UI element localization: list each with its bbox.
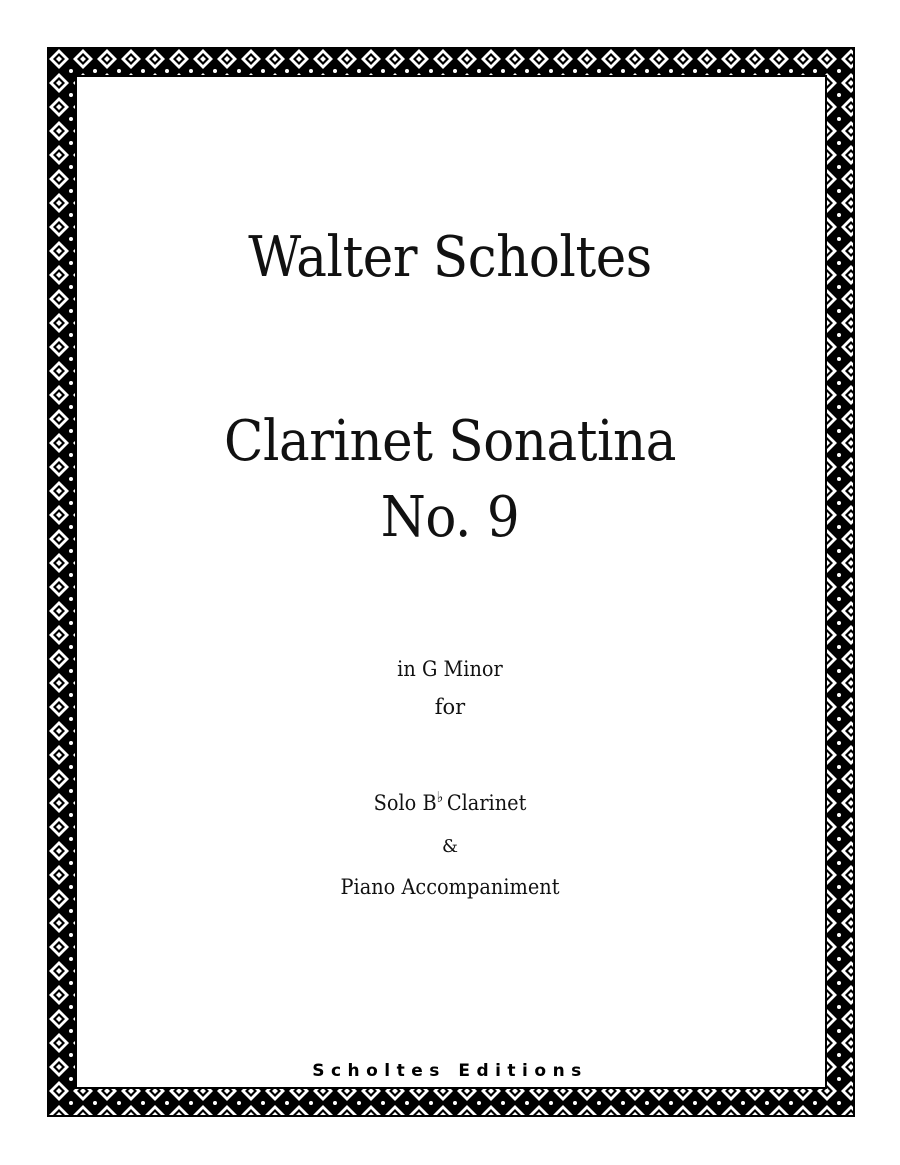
solo-prefix: Solo B <box>373 791 437 815</box>
solo-instrument: Clarinet <box>446 791 527 815</box>
key-line: in G Minor <box>397 657 503 681</box>
ampersand: & <box>441 836 459 857</box>
accompaniment-line: Piano Accompaniment <box>340 875 560 899</box>
publisher-text: Scholtes Editions <box>308 1061 592 1081</box>
publisher-label <box>0 1058 900 1084</box>
composer-name: Walter Scholtes <box>248 225 652 290</box>
for-line: for <box>434 695 466 719</box>
work-title: Clarinet Sonatina <box>224 409 676 474</box>
flat-symbol: ♭ <box>436 788 444 806</box>
solo-instrument-line <box>36 782 864 818</box>
work-number: No. 9 <box>380 485 520 550</box>
decorative-border-icon <box>47 47 855 1117</box>
